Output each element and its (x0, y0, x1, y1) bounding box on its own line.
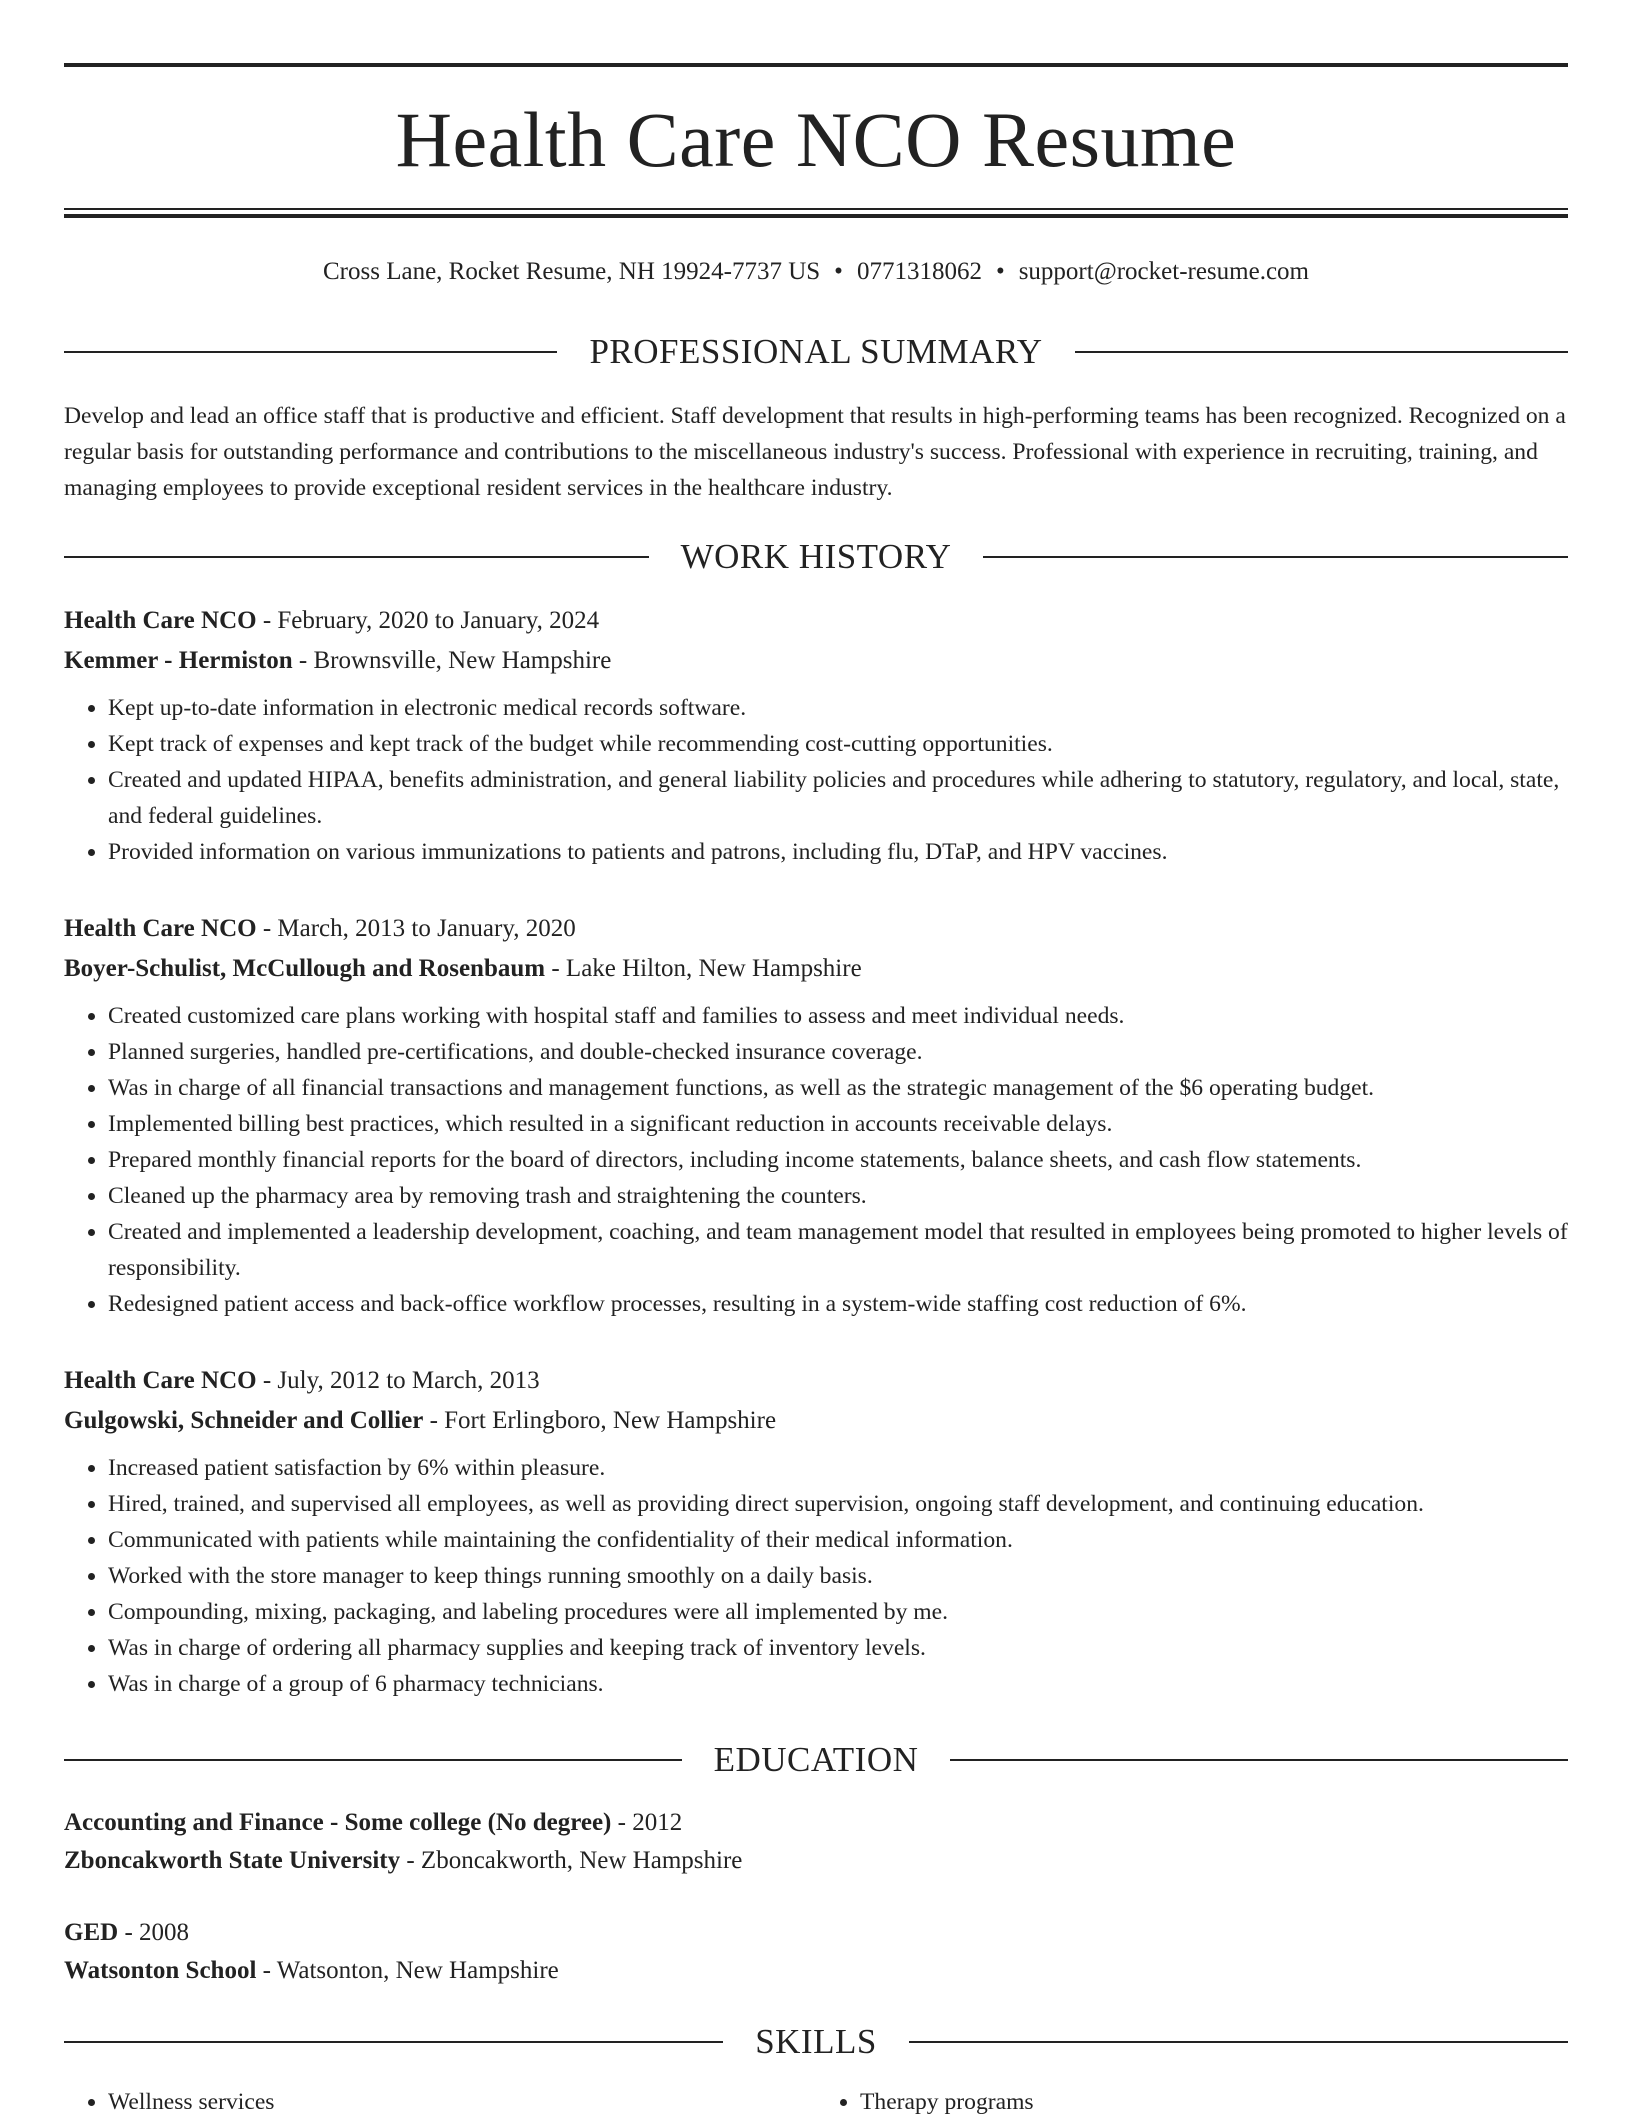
job-location: - Fort Erlingboro, New Hampshire (423, 1407, 777, 1434)
job-dates: - March, 2013 to January, 2020 (256, 915, 576, 942)
job-bullets (64, 1450, 1568, 1702)
contact-separator: • (995, 258, 1005, 285)
job-location: - Brownsville, New Hampshire (292, 647, 612, 674)
skills-list (64, 2084, 1568, 2120)
job-bullet: • Kept track of expenses and kept track of the budget while recommending cost-cutting opportunities. (108, 726, 1568, 762)
header-double-rule-thick (64, 214, 1568, 218)
summary-text: Develop and lead an office staff that is productive and efficient. Staff development that results in high-performing teams has been recognized. Recognized on a regular basis for outstanding performance and contributions to the miscellaneous industry's success. Professional with experience in recruiting, training, and managing employees to provide exceptional resident services in the healthcare industry. (64, 403, 1566, 501)
education-entry-1 (64, 1804, 1568, 1880)
skills-column-right (816, 2084, 1568, 2120)
heading-rule-left (64, 351, 557, 353)
contact-separator: • (834, 258, 843, 285)
education-heading (64, 1736, 1568, 1784)
job-title: Health Care NCO (64, 607, 257, 634)
header-double-rule-thin (64, 208, 1568, 210)
header-top-rule (64, 63, 1568, 67)
skills-heading-label: SKILLS (755, 2022, 877, 2061)
job-bullet: • Provided information on various immunizations to patients and patrons, including flu, DTaP, and HPV vaccines. (108, 834, 1568, 870)
heading-rule-left (64, 1759, 682, 1761)
job-title: Health Care NCO (64, 915, 257, 942)
job-bullet: • Implemented billing best practices, which resulted in a significant reduction in accounts receivable delays. (108, 1106, 1568, 1142)
work-history-heading (64, 533, 1568, 581)
work-history-heading-label: WORK HISTORY (680, 537, 952, 576)
job-bullet: • Communicated with patients while maintaining the confidentiality of their medical information. (108, 1522, 1568, 1558)
job-title-line (64, 1361, 1568, 1401)
skills-heading (64, 2018, 1568, 2066)
job-dates: - February, 2020 to January, 2024 (256, 607, 600, 634)
education-school-line (64, 1952, 1568, 1990)
skills-column-left (64, 2084, 816, 2120)
job-bullet: • Worked with the store manager to keep things running smoothly on a daily basis. (108, 1558, 1568, 1594)
job-title: Health Care NCO (64, 1367, 257, 1394)
job-location: - Lake Hilton, New Hampshire (545, 955, 862, 982)
education-school-line (64, 1842, 1568, 1880)
resume-title: Health Care NCO Resume (395, 96, 1237, 183)
contact-line (64, 252, 1568, 292)
education-degree: Accounting and Finance - Some college (No degree) (64, 1809, 612, 1836)
job-company-line (64, 641, 1568, 681)
job-bullet: • Created and updated HIPAA, benefits administration, and general liability policies and procedures while adhering to statutory, regulatory, and local, state, and federal guidelines. (108, 762, 1568, 834)
job-bullet: • Compounding, mixing, packaging, and labeling procedures were all implemented by me. (108, 1594, 1568, 1630)
job-dates: - July, 2012 to March, 2013 (256, 1367, 540, 1394)
education-degree-line (64, 1914, 1568, 1952)
job-bullet: • Planned surgeries, handled pre-certifications, and double-checked insurance coverage. (108, 1034, 1568, 1070)
job-bullet: • Was in charge of a group of 6 pharmacy technicians. (108, 1666, 1568, 1702)
contact-phone: 0771318062 (856, 258, 982, 285)
job-bullets (64, 690, 1568, 870)
job-bullet: • Was in charge of all financial transactions and management functions, as well as the strategic management of the $6 operating budget. (108, 1070, 1568, 1106)
job-title-line (64, 909, 1568, 949)
job-title-line (64, 601, 1568, 641)
heading-rule-right (1075, 351, 1568, 353)
education-degree: GED (64, 1919, 119, 1946)
education-location: - Zboncakworth, New Hampshire (400, 1847, 743, 1874)
contact-email[interactable]: support@rocket-resume.com (1018, 258, 1309, 285)
education-entry-2 (64, 1914, 1568, 1990)
heading-rule-right (983, 556, 1568, 558)
job-company-line (64, 1401, 1568, 1441)
education-school: Zboncakworth State University (64, 1847, 401, 1874)
job-entry-3 (64, 1361, 1568, 1702)
heading-rule-left (64, 556, 649, 558)
contact-address: Cross Lane, Rocket Resume, NH 19924-7737 US (323, 258, 821, 285)
education-heading-label: EDUCATION (713, 1740, 919, 1779)
job-entry-2 (64, 909, 1568, 1322)
job-company: Gulgowski, Schneider and Collier (64, 1407, 424, 1434)
job-bullet: • Created customized care plans working with hospital staff and families to assess and meet individual needs. (108, 998, 1568, 1034)
job-bullet: • Kept up-to-date information in electronic medical records software. (108, 690, 1568, 726)
job-company: Kemmer - Hermiston (64, 647, 293, 674)
education-year: - 2012 (611, 1809, 683, 1836)
job-bullet: • Cleaned up the pharmacy area by removing trash and straightening the counters. (108, 1178, 1568, 1214)
heading-rule-left (64, 2041, 723, 2043)
job-bullet: • Prepared monthly financial reports for the board of directors, including income statements, balance sheets, and cash flow statements. (108, 1142, 1568, 1178)
education-location: - Watsonton, New Hampshire (256, 1957, 559, 1984)
job-company-line (64, 949, 1568, 989)
job-bullet: • Increased patient satisfaction by 6% within pleasure. (108, 1450, 1568, 1486)
heading-rule-right (909, 2041, 1568, 2043)
job-bullet: • Was in charge of ordering all pharmacy supplies and keeping track of inventory levels. (108, 1630, 1568, 1666)
job-bullet: • Created and implemented a leadership development, coaching, and team management model that resulted in employees being promoted to higher levels of responsibility. (108, 1214, 1568, 1286)
education-year: - 2008 (118, 1919, 190, 1946)
job-entry-1 (64, 601, 1568, 870)
skill-item: • Therapy programs (860, 2084, 1568, 2120)
summary-heading (64, 328, 1568, 376)
job-bullet: • Hired, trained, and supervised all employees, as well as providing direct supervision, ongoing staff development, and continuing education. (108, 1486, 1568, 1522)
job-bullets (64, 998, 1568, 1322)
skill-item: • Wellness services (108, 2084, 816, 2120)
job-company: Boyer-Schulist, McCullough and Rosenbaum (64, 955, 546, 982)
job-bullet: • Redesigned patient access and back-office workflow processes, resulting in a system-wide staffing cost reduction of 6%. (108, 1286, 1568, 1322)
summary-heading-label: PROFESSIONAL SUMMARY (589, 332, 1043, 371)
education-school: Watsonton School (64, 1957, 257, 1984)
heading-rule-right (950, 1759, 1568, 1761)
education-degree-line (64, 1804, 1568, 1842)
